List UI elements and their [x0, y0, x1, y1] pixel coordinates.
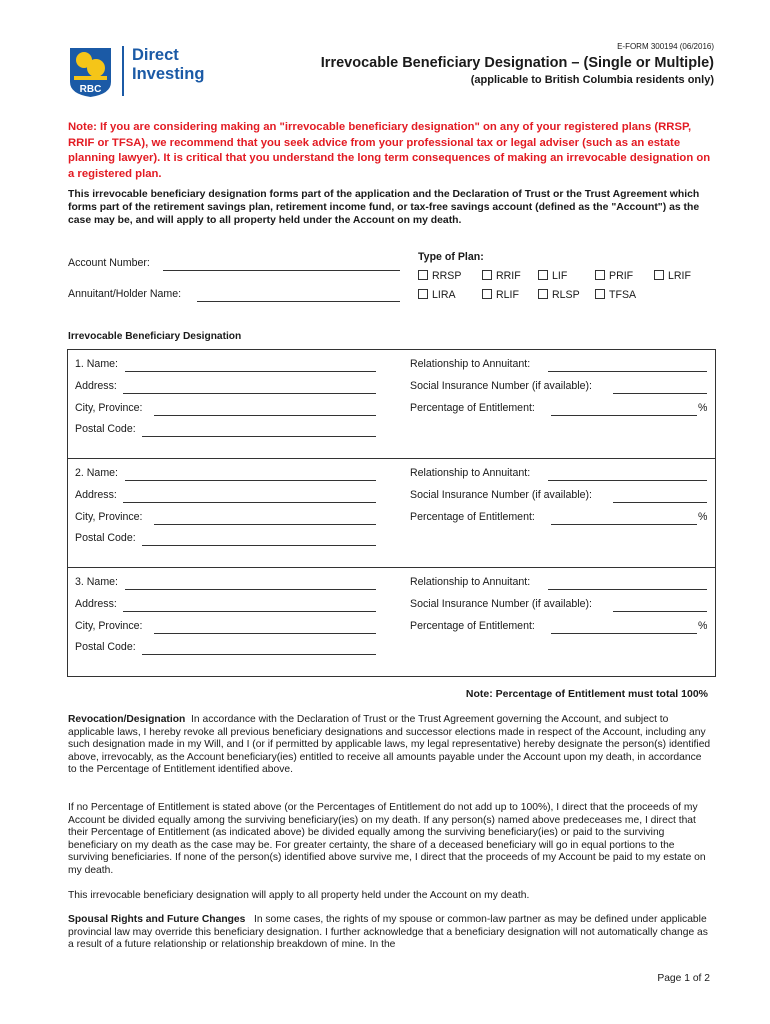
plan-checkbox-rlsp[interactable]: RLSP	[538, 289, 580, 301]
beneficiary-3-name-field[interactable]	[125, 589, 376, 590]
beneficiary-2-relationship-label: Relationship to Annuitant:	[410, 467, 531, 479]
plan-checkbox-rrif[interactable]: RRIF	[482, 270, 521, 282]
page-title: Irrevocable Beneficiary Designation – (Single or Multiple)	[320, 55, 714, 71]
brand-line-2: Investing	[132, 65, 205, 83]
beneficiary-1-postal-label: Postal Code:	[75, 423, 136, 435]
beneficiary-1-relationship-field[interactable]	[548, 371, 707, 372]
page-number: Page 1 of 2	[657, 973, 710, 984]
beneficiary-2-sin-field[interactable]	[613, 502, 707, 503]
beneficiary-table	[67, 349, 716, 677]
account-number-field[interactable]	[163, 270, 400, 271]
brand-line-1: Direct	[132, 46, 179, 64]
apply-paragraph: This irrevocable beneficiary designation will apply to all property held under the Account on my death.	[68, 890, 530, 901]
plan-checkbox-lrif[interactable]: LRIF	[654, 270, 691, 282]
beneficiary-2-pct-symbol: %	[698, 511, 708, 523]
beneficiary-1-city-field[interactable]	[154, 415, 376, 416]
beneficiary-2-address-label: Address:	[75, 489, 117, 501]
warning-note: Note: If you are considering making an "irrevocable beneficiary designation" on any of your registered plans (RRSP, RRIF or TFSA), we recommend that you seek advice from your professional tax or legal adviser (such as an estate planning lawyer). It is critical that you understand the long term consequences of making an irrevocable designation on a registered plan.	[68, 121, 711, 180]
beneficiary-3-postal-field[interactable]	[142, 654, 376, 655]
type-of-plan-label: Type of Plan:	[418, 251, 484, 263]
account-number-label: Account Number:	[68, 257, 150, 269]
beneficiary-3-postal-label: Postal Code:	[75, 641, 136, 653]
beneficiary-1-name-field[interactable]	[125, 371, 376, 372]
beneficiary-3-relationship-field[interactable]	[548, 589, 707, 590]
checkbox-icon[interactable]	[418, 289, 428, 299]
page-subtitle: (applicable to British Columbia residents only)	[470, 74, 714, 86]
beneficiary-2-postal-field[interactable]	[142, 545, 376, 546]
brand-name	[132, 46, 204, 84]
annuitant-name-field[interactable]	[197, 301, 400, 302]
beneficiary-2-city-field[interactable]	[154, 524, 376, 525]
beneficiary-1-sin-label: Social Insurance Number (if available):	[410, 380, 592, 392]
checkbox-icon[interactable]	[538, 270, 548, 280]
beneficiary-2-sin-label: Social Insurance Number (if available):	[410, 489, 592, 501]
checkbox-icon[interactable]	[595, 270, 605, 280]
plan-checkbox-lif[interactable]: LIF	[538, 270, 567, 282]
percentage-total-note: Note: Percentage of Entitlement must total 100%	[465, 688, 708, 700]
beneficiary-1-name-label: 1. Name:	[75, 358, 118, 370]
plan-checkbox-prif[interactable]: PRIF	[595, 270, 633, 282]
beneficiary-1-pct-label: Percentage of Entitlement:	[410, 402, 535, 414]
checkbox-icon[interactable]	[418, 270, 428, 280]
checkbox-icon[interactable]	[538, 289, 548, 299]
beneficiary-2-relationship-field[interactable]	[548, 480, 707, 481]
beneficiary-3-pct-symbol: %	[698, 620, 708, 632]
checkbox-icon[interactable]	[595, 289, 605, 299]
beneficiary-3-sin-field[interactable]	[613, 611, 707, 612]
beneficiary-3-sin-label: Social Insurance Number (if available):	[410, 598, 592, 610]
beneficiary-3-name-label: 3. Name:	[75, 576, 118, 588]
checkbox-icon[interactable]	[654, 270, 664, 280]
plan-checkbox-rrsp[interactable]: RRSP	[418, 270, 461, 282]
beneficiary-3-city-label: City, Province:	[75, 620, 143, 632]
beneficiary-3-pct-field[interactable]	[551, 633, 697, 634]
beneficiary-3-address-field[interactable]	[123, 611, 376, 612]
checkbox-icon[interactable]	[482, 289, 492, 299]
beneficiary-1-pct-symbol: %	[698, 402, 708, 414]
checkbox-icon[interactable]	[482, 270, 492, 280]
beneficiary-2-city-label: City, Province:	[75, 511, 143, 523]
beneficiary-1-sin-field[interactable]	[613, 393, 707, 394]
beneficiary-1-postal-field[interactable]	[142, 436, 376, 437]
rbc-logo	[68, 46, 113, 98]
revocation-text: In accordance with the Declaration of Trust or the Trust Agreement governing the Account, and subject to applicable laws, I hereby revoke all previous beneficiary designations and successor elections made in respect of the Account, including any such designation made in my Will, and I (or if permitted by applicable laws, my legal representative) hereby designate the person(s) identified above, irrevocably, as the Account beneficiary(ies) entitled to receive all amounts payable under the Account upon my death, in accordance to the Percentage of Entitlement identified above.	[68, 714, 711, 775]
no-percentage-paragraph: If no Percentage of Entitlement is stated above (or the Percentages of Entitlement do not add up to 100%), I direct that the proceeds of my Account be divided equally among the surviving beneficiary(ies) on my death. If any person(s) named above predeceases me, I direct that their Percentage of Entitlement (as indicated above) be divided equally among the surviving beneficiary(ies) or paid to the surviving beneficiary on my death as the case may be. For greater certainty, the share of a deceased beneficiary will go in equal portions to the surviving beneficiaries. If none of the person(s) identified above survive me, I direct that the proceeds of my Account be paid to my estate on my death.	[68, 802, 706, 876]
beneficiary-2-postal-label: Postal Code:	[75, 532, 136, 544]
beneficiary-1-address-label: Address:	[75, 380, 117, 392]
beneficiary-2-pct-label: Percentage of Entitlement:	[410, 511, 535, 523]
beneficiary-3-relationship-label: Relationship to Annuitant:	[410, 576, 531, 588]
beneficiary-2-name-label: 2. Name:	[75, 467, 118, 479]
intro-text: This irrevocable beneficiary designation forms part of the application and the Declaration of Trust or the Trust Agreement which forms part of the retirement savings plan, retirement income fund, or tax-free savings account (defined as the "Account") as the case may be, and will apply to all property held under the Account on my death.	[68, 189, 700, 226]
revocation-paragraph	[68, 714, 712, 777]
form-number: E-FORM 300194 (06/2016)	[617, 42, 714, 51]
spousal-heading: Spousal Rights and Future Changes	[68, 914, 246, 925]
plan-checkbox-rlif[interactable]: RLIF	[482, 289, 519, 301]
beneficiary-3-pct-label: Percentage of Entitlement:	[410, 620, 535, 632]
spousal-rights-paragraph	[68, 914, 712, 952]
beneficiary-1-address-field[interactable]	[123, 393, 376, 394]
beneficiary-divider	[68, 458, 715, 459]
beneficiary-2-pct-field[interactable]	[551, 524, 697, 525]
plan-checkbox-tfsa[interactable]: TFSA	[595, 289, 636, 301]
logo-text: RBC	[79, 84, 102, 95]
spousal-text: In some cases, the rights of my spouse or common-law partner as may be defined under applicable provincial law may override this beneficiary designation. I further acknowledge that a beneficiary designation will not automatically change as a result of a future relationship or relationship breakdown of mine. In the	[68, 914, 708, 950]
annuitant-name-label: Annuitant/Holder Name:	[68, 288, 182, 300]
plan-checkbox-lira[interactable]: LIRA	[418, 289, 456, 301]
brand-separator	[122, 46, 124, 96]
beneficiary-3-city-field[interactable]	[154, 633, 376, 634]
beneficiary-divider	[68, 567, 715, 568]
beneficiary-1-pct-field[interactable]	[551, 415, 697, 416]
beneficiary-2-address-field[interactable]	[123, 502, 376, 503]
beneficiary-1-relationship-label: Relationship to Annuitant:	[410, 358, 531, 370]
beneficiary-2-name-field[interactable]	[125, 480, 376, 481]
beneficiary-1-city-label: City, Province:	[75, 402, 143, 414]
revocation-heading: Revocation/Designation	[68, 714, 186, 725]
beneficiary-3-address-label: Address:	[75, 598, 117, 610]
beneficiary-section-title: Irrevocable Beneficiary Designation	[68, 331, 242, 342]
